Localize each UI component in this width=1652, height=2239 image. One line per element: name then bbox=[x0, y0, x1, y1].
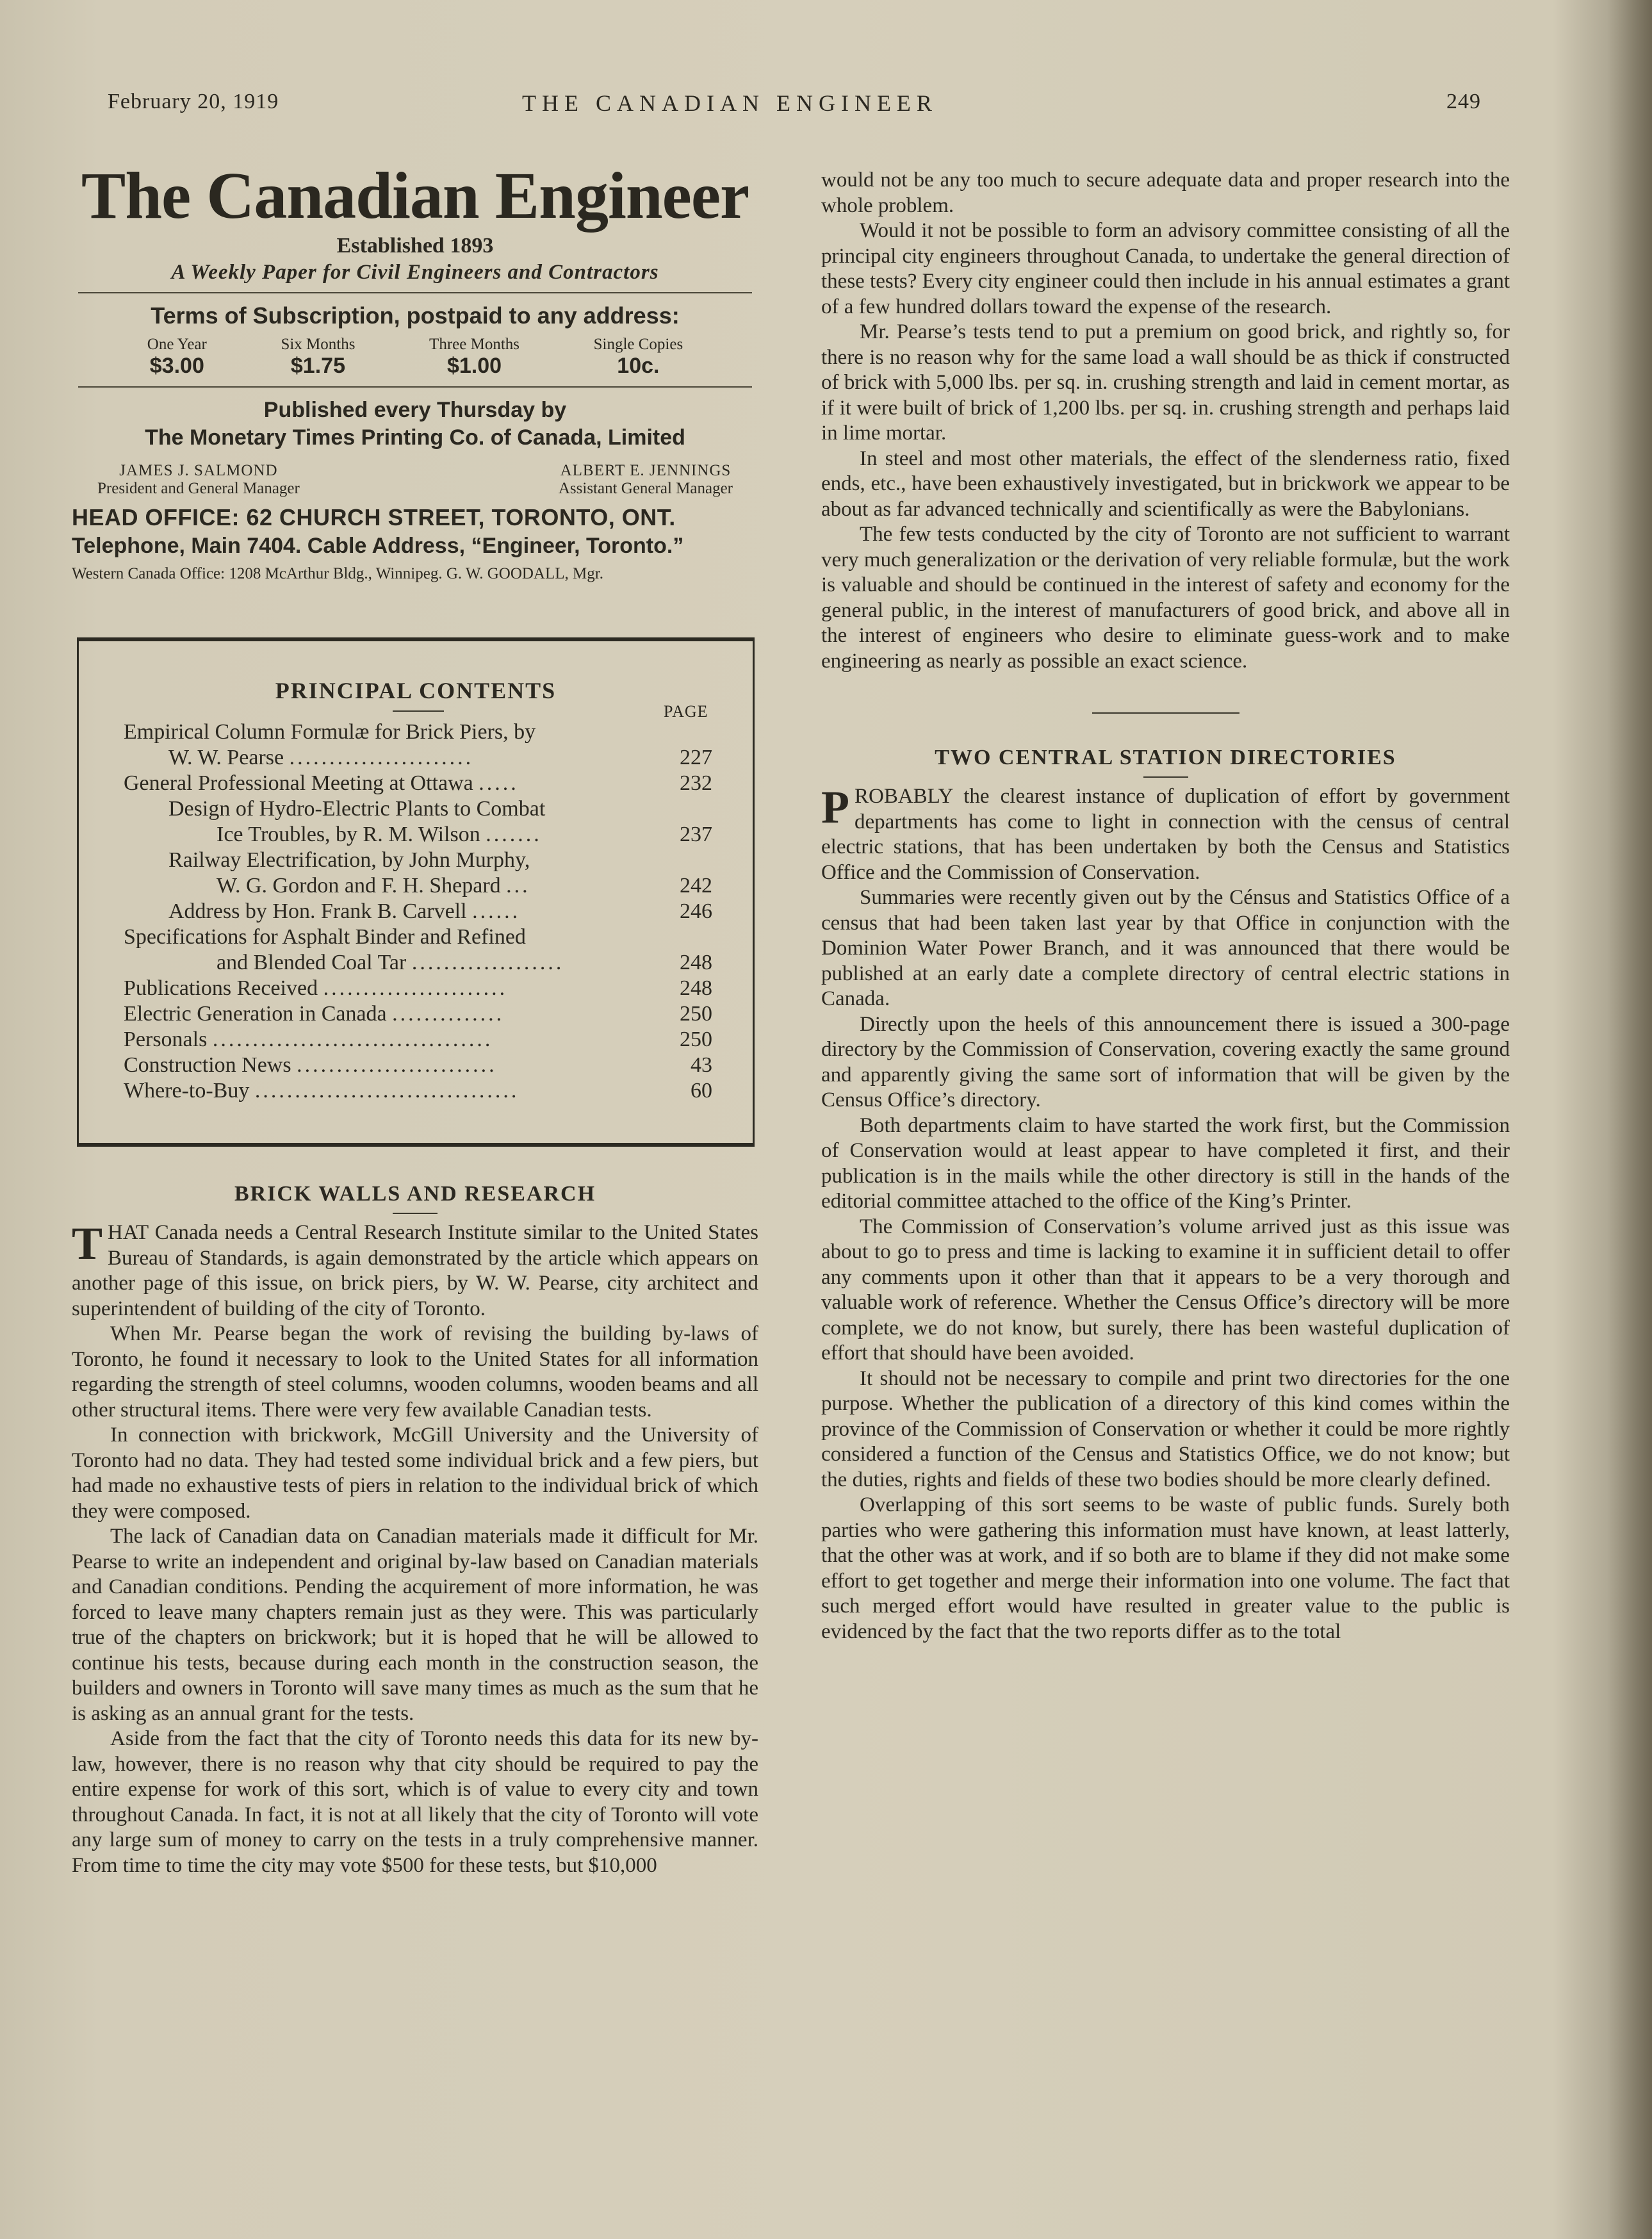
divider bbox=[78, 292, 752, 293]
article-paragraph: Aside from the fact that the city of Toronto needs this data for its new by-law, however, there is no reason why that city should be required to pay the entire expense for work of this sort, which is of value to every city and town throughout Canada. In fact, it is not at all likely that the city of Toronto will vote any large sum of money to carry on the tests in a truly comprehensive manner. From time to time the city may vote $500 for these tests, but $10,000 bbox=[72, 1727, 758, 1877]
contents-item-title: and Blended Coal Tar bbox=[217, 951, 407, 974]
contents-item-page: 250 bbox=[680, 1002, 712, 1026]
contents-item[interactable]: Electric Generation in Canada .............. 250 bbox=[124, 1002, 712, 1026]
article-separator bbox=[1092, 712, 1239, 714]
running-head-title: THE CANADIAN ENGINEER bbox=[522, 90, 938, 116]
head-office-address: HEAD OFFICE: 62 CHURCH STREET, TORONTO, ONT. bbox=[72, 504, 676, 530]
article-paragraph: Both departments claim to have started the work first, but the Commission of Conservation would at least appear to have completed it first, and their publication is in the mails while the other directory is still in the hands of the editorial committee attached to the office of the King’s Printer. bbox=[821, 1113, 1510, 1213]
article-paragraph: The lack of Canadian data on Canadian materials made it difficult for Mr. Pearse to write an independent and original by-law based on Canadian materials and Canadian conditions. Pending the acquirement of more information, he was forced to leave many chapters remain just as they were. This was particularly true of the chapters on brickwork; but it is hoped that he will be allowed to continue his tests, because during each month in the construction season, the builders and owners in Toronto will save many times as much as the sum that he is asking as an annual grant for the tests. bbox=[72, 1525, 758, 1725]
price-label: Single Copies bbox=[593, 336, 683, 353]
western-office-line: Western Canada Office: 1208 McArthur Bldg., Winnipeg. G. W. GOODALL, Mgr. bbox=[72, 565, 603, 582]
contents-item[interactable]: W. G. Gordon and F. H. Shepard ... 242 bbox=[217, 874, 712, 898]
article-paragraph: When Mr. Pearse began the work of revising the building by-laws of Toronto, he found it necessary to look to the United States for all information regarding the strength of steel columns, wooden columns, wooden beams and all other structural items. There were very few available Canadian tests. bbox=[72, 1322, 758, 1422]
contents-item[interactable]: W. W. Pearse ....................... 227 bbox=[168, 746, 712, 769]
contents-item-page: 227 bbox=[680, 746, 712, 769]
article-paragraph: Summaries were recently given out by the Cénsus and Statistics Office of a census that had been taken last year by that Office in conjunction with the Dominion Water Power Branch, and it was announced that there would be published at an early date a complete directory of central electric stations in Canada. bbox=[821, 886, 1510, 1010]
price-label: Three Months bbox=[429, 336, 519, 353]
contents-rule bbox=[393, 710, 444, 712]
price-item bbox=[594, 336, 683, 379]
article-paragraph: Mr. Pearse’s tests tend to put a premium on good brick, and rightly so, for there is no reason why for the same load a wall should be as thick if constructed of brick with 5,000 lbs. per sq. in. crushing strength and laid in cement mortar, as if it were built of brick of 1,200 lbs. per sq. in. crushing strength and perhaps laid in lime mortar. bbox=[821, 320, 1510, 445]
established-line: Established 1893 bbox=[336, 234, 494, 258]
officer bbox=[97, 462, 300, 498]
contents-item[interactable]: Ice Troubles, by R. M. Wilson ....... 237 bbox=[217, 823, 712, 846]
article-paragraph: Directly upon the heels of this announcement there is issued a 300-page directory by the Commission of Conservation, covering exactly the same ground and apparently giving the same sort of information that will be given by the Census Office’s directory. bbox=[821, 1012, 1510, 1111]
price-value: $1.00 bbox=[446, 354, 502, 378]
subscription-terms-title: Terms of Subscription, postpaid to any address: bbox=[151, 302, 680, 329]
article-paragraph: Would it not be possible to form an advisory committee consisting of all the principal city engineers throughout Canada, to undertake the general direction of these tests? Every city engineer could then include in his annual estimates a grant of a few hundred dollars toward the expense of the research. bbox=[821, 219, 1510, 318]
binding-shadow bbox=[1607, 0, 1652, 2239]
article-paragraph: Overlapping of this sort seems to be waste of public funds. Surely both parties who were gathering this information must have known, at least latterly, that the other was at work, and if so both are to blame if they did not make some effort to get together and merge their information into one volume. The fact that such merged effort would have resulted in greater value to the public is evidenced by the fact that the two reports differ as to the total bbox=[821, 1493, 1510, 1643]
article-paragraph: In connection with brickwork, McGill University and the University of Toronto had no data. They had tested some individual brick and a few piers, but had made no exhaustive tests of piers in relation to the individual brick of which they were composed. bbox=[72, 1423, 758, 1523]
contents-item-page: 60 bbox=[691, 1079, 712, 1103]
masthead-title: The Canadian Engineer bbox=[81, 159, 749, 233]
officer-role: Assistant General Manager bbox=[558, 480, 733, 497]
article-paragraph: PROBABLY the clearest instance of duplication of effort by government departments has come to light in connection with the census of central electric stations, that has been undertaken by both the Census and Statistics Office and the Commission of Conservation. bbox=[821, 782, 1510, 884]
contents-item-page: 232 bbox=[680, 771, 712, 795]
contents-item-title: Publications Received bbox=[124, 976, 318, 1000]
article-heading: BRICK WALLS AND RESEARCH bbox=[234, 1182, 596, 1206]
officer-role: President and General Manager bbox=[97, 480, 300, 497]
contents-item-page: 237 bbox=[680, 823, 712, 846]
contents-item-title: Specifications for Asphalt Binder and Refined bbox=[124, 925, 526, 949]
running-head-date: February 20, 1919 bbox=[108, 90, 279, 113]
contents-item-page: 242 bbox=[680, 874, 712, 898]
article-paragraph: It should not be necessary to compile and print two directories for the one purpose. Whether the publication of a directory of this kind comes within the province of the Commission of Conservation or whether it could be more rightly considered a function of the Census and Statistics Office, we do not know; but the duties, rights and fields of these two bodies should be more clearly defined. bbox=[821, 1366, 1510, 1491]
officer-name: ALBERT E. JENNINGS bbox=[560, 462, 732, 479]
divider bbox=[78, 386, 752, 388]
publisher-name: The Monetary Times Printing Co. of Canada, Limited bbox=[145, 425, 685, 450]
officer bbox=[559, 462, 733, 498]
telephone-line: Telephone, Main 7404. Cable Address, “Engineer, Toronto.” bbox=[72, 534, 684, 558]
article-brick-walls bbox=[72, 1182, 758, 1878]
article-paragraph: would not be any too much to secure adequate data and proper research into the whole problem. bbox=[821, 168, 1510, 217]
contents-item-title: Where-to-Buy bbox=[124, 1079, 250, 1103]
contents-item-title: Railway Electrification, by John Murphy, bbox=[168, 848, 530, 872]
heading-rule bbox=[393, 1213, 438, 1214]
contents-item-title: Electric Generation in Canada bbox=[124, 1002, 387, 1026]
contents-item-title: Personals bbox=[124, 1028, 208, 1051]
price-value: $1.75 bbox=[290, 354, 345, 378]
published-every: Published every Thursday by bbox=[263, 398, 567, 422]
contents-item-page: 43 bbox=[691, 1053, 712, 1077]
article-station-directories bbox=[821, 746, 1510, 1644]
article-paragraph: The Commission of Conservation’s volume arrived just as this issue was about to go to press and time is lacking to examine it in sufficient detail to offer any comments upon it other than that it appears to be a very thorough and valuable work of reference. Whether the Census Office’s directory will be more complete, we do not know, but surely, there has been wasteful duplication of effort that should have been avoided. bbox=[821, 1215, 1510, 1365]
contents-item-title: Construction News bbox=[124, 1053, 291, 1077]
contents-item[interactable]: Publications Received ....................... 248 bbox=[124, 976, 712, 1000]
contents-item[interactable] bbox=[124, 924, 526, 950]
officer-name: JAMES J. SALMOND bbox=[119, 462, 278, 479]
drop-cap: T bbox=[72, 1218, 103, 1269]
contents-page-header: PAGE bbox=[664, 702, 708, 721]
contents-item-page: 246 bbox=[680, 899, 712, 923]
contents-title: PRINCIPAL CONTENTS bbox=[275, 678, 557, 703]
contents-item[interactable]: Construction News ......................... 43 bbox=[124, 1053, 712, 1077]
running-head-page-number: 249 bbox=[1446, 90, 1481, 113]
contents-item[interactable]: Address by Hon. Frank B. Carvell ...... 246 bbox=[168, 899, 712, 923]
price-value: 10c. bbox=[617, 354, 660, 378]
contents-item-title: Empirical Column Formulæ for Brick Piers, by bbox=[124, 720, 536, 744]
drop-cap: P bbox=[821, 782, 849, 833]
contents-item-title: W. W. Pearse bbox=[168, 746, 284, 769]
price-item bbox=[147, 336, 207, 379]
article-heading: TWO CENTRAL STATION DIRECTORIES bbox=[935, 746, 1396, 769]
article-paragraph: The few tests conducted by the city of Toronto are not sufficient to warrant very much generalization or the derivation of very reliable formulæ, but the work is valuable and should be continued in the interest of safety and economy for the general public, in the interest of manufacturers of good brick, and above all in the interest of engineers who desire to eliminate guess-work and to make engineering as nearly as possible an exact science. bbox=[821, 523, 1510, 673]
officers bbox=[97, 462, 733, 498]
tagline: A Weekly Paper for Civil Engineers and Contractors bbox=[171, 261, 659, 284]
price-label: One Year bbox=[147, 336, 207, 353]
contents-item-title: W. G. Gordon and F. H. Shepard bbox=[217, 874, 501, 898]
masthead bbox=[72, 147, 758, 583]
contents-item[interactable]: Personals ................................... 250 bbox=[124, 1028, 712, 1051]
price-item bbox=[281, 336, 355, 379]
contents-item-title: General Professional Meeting at Ottawa bbox=[124, 771, 473, 795]
contents-item-page: 248 bbox=[680, 951, 712, 974]
heading-rule bbox=[1143, 776, 1188, 778]
contents-item[interactable]: General Professional Meeting at Ottawa ..... 232 bbox=[124, 771, 712, 795]
principal-contents-box bbox=[77, 637, 755, 1147]
contents-item[interactable] bbox=[168, 796, 545, 822]
subscription-prices bbox=[110, 336, 720, 379]
price-label: Six Months bbox=[281, 336, 356, 353]
contents-item-title: Address by Hon. Frank B. Carvell bbox=[168, 899, 467, 923]
contents-item[interactable]: Where-to-Buy ................................. 60 bbox=[124, 1079, 712, 1103]
contents-item-title: Design of Hydro-Electric Plants to Combat bbox=[168, 797, 546, 821]
article-paragraph: THAT Canada needs a Central Research Institute similar to the United States Bureau of Standards, is again demonstrated by the article which appears on another page of this issue, on brick piers, by W. W. Pearse, city architect and superintendent of building of the city of Toronto. bbox=[72, 1218, 758, 1320]
price-item bbox=[429, 336, 519, 379]
article-paragraph: In steel and most other materials, the effect of the slenderness ratio, fixed ends, etc., have been exhaustively investigated, but in brickwork we appear to be about as far advanced technically and scientifically as were the Babylonians. bbox=[821, 447, 1510, 521]
contents-item-page: 248 bbox=[680, 976, 712, 1000]
contents-item[interactable] bbox=[168, 848, 530, 873]
price-value: $3.00 bbox=[149, 354, 204, 378]
right-column bbox=[821, 168, 1510, 1644]
contents-item[interactable]: and Blended Coal Tar ................... 248 bbox=[217, 951, 712, 974]
contents-item-title: Ice Troubles, by R. M. Wilson bbox=[217, 823, 480, 846]
contents-item-page: 250 bbox=[680, 1028, 712, 1051]
contents-item[interactable] bbox=[124, 719, 536, 745]
